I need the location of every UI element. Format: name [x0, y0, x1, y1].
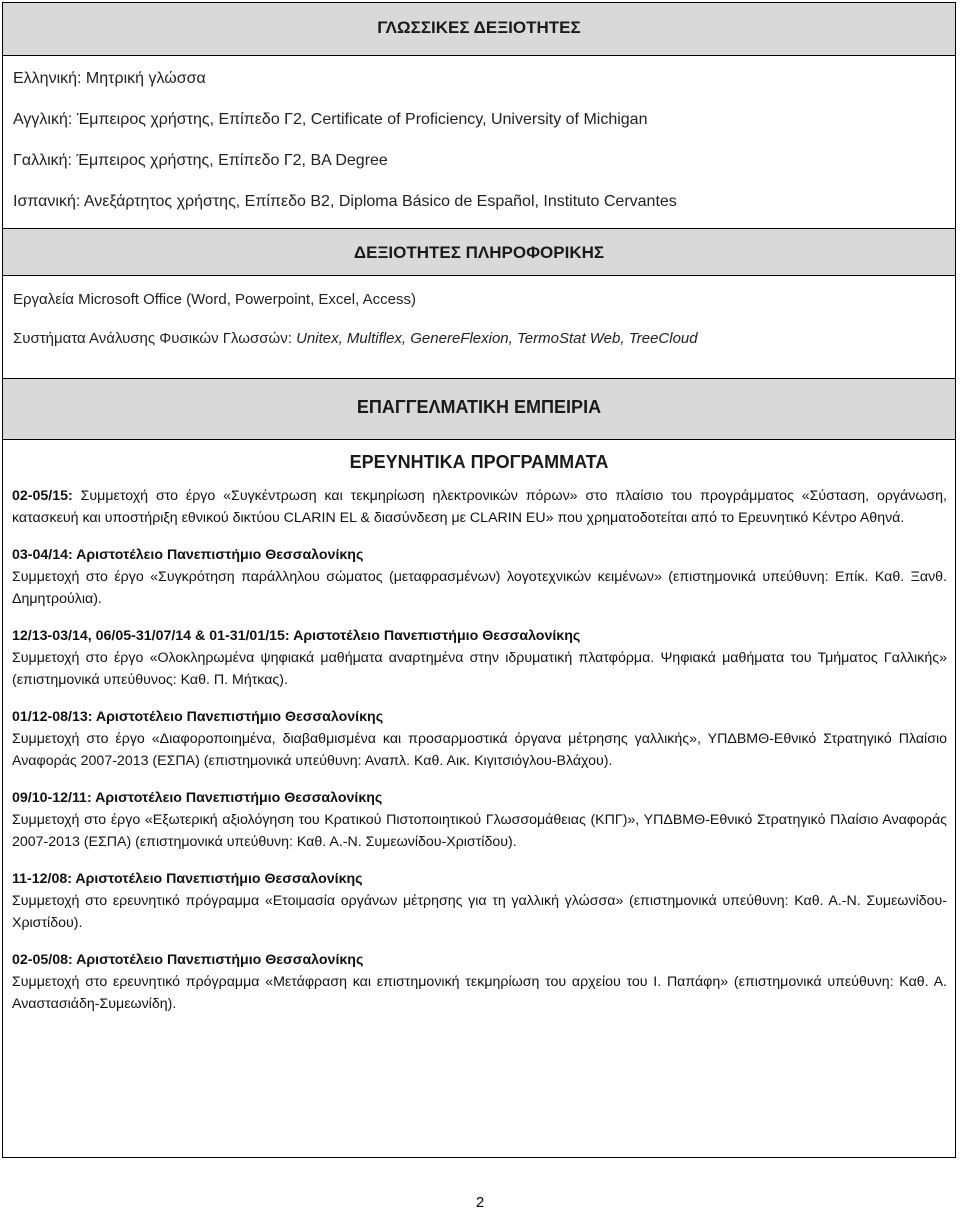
research-entry	[3, 544, 955, 610]
entry-institution: Αριστοτέλειο Πανεπιστήμιο Θεσσαλονίκης	[75, 871, 363, 887]
entry-text: Συμμετοχή στο έργο «Διαφοροποιημένα, διαβαθμισμένα και προσαρμοστικά όργανα μέτρησης γαλλικής», ΥΠΔΒΜΘ-Εθνικό Στρατηγικό Πλαίσιο Αναφοράς 2007-2013 (ΕΣΠΑ) (επιστημονικά υπεύθυνη: Αναπλ. Καθ. Αικ. Κιγιτσιόγλου-Βλάχου).	[12, 731, 947, 769]
entry-institution: Αριστοτέλειο Πανεπιστήμιο Θεσσαλονίκης	[95, 709, 384, 725]
research-entry	[3, 787, 955, 853]
language-item: Ισπανική: Ανεξάρτητος χρήστης, Επίπεδο Β2, Diploma Básico de Español, Instituto Cervantes	[13, 193, 677, 210]
experience-section-title: ΕΠΑΓΓΕΛΜΑΤΙΚΗ ΕΜΠΕΙΡΙΑ	[356, 397, 602, 417]
entry-dates: 02-05/15:	[12, 488, 73, 504]
it-item-analysis	[3, 319, 955, 358]
it-skills-list	[3, 276, 955, 358]
languages-section-header	[3, 3, 955, 56]
it-section-header	[3, 228, 955, 276]
entry-institution: Αριστοτέλειο Πανεπιστήμιο Θεσσαλονίκης	[76, 547, 364, 563]
research-entry	[3, 949, 955, 1015]
research-entry	[3, 868, 955, 934]
research-programs-title: ΕΡΕΥΝΗΤΙΚΑ ΠΡΟΓΡΑΜΜΑΤΑ	[349, 452, 609, 472]
research-entry	[3, 706, 955, 772]
research-entry	[3, 485, 955, 529]
entry-institution: Αριστοτέλειο Πανεπιστήμιο Θεσσαλονίκης	[95, 790, 383, 806]
languages-section-title: ΓΛΩΣΣΙΚΕΣ ΔΕΞΙΟΤΗΤΕΣ	[377, 18, 581, 37]
entry-institution: Αριστοτέλειο Πανεπιστήμιο Θεσσαλονίκης	[293, 628, 581, 644]
it-item-office: Εργαλεία Microsoft Office (Word, Powerpoint, Excel, Access)	[13, 291, 416, 308]
entry-dates: 09/10-12/11:	[12, 790, 92, 806]
language-item: Ελληνική: Μητρική γλώσσα	[13, 70, 206, 87]
entry-institution: Αριστοτέλειο Πανεπιστήμιο Θεσσαλονίκης	[76, 952, 364, 968]
entry-text: Συμμετοχή στο έργο «Ολοκληρωμένα ψηφιακά μαθήματα αναρτημένα στην ιδρυματική πλατφόρμα. Ψηφιακά μαθήματα του Τμήματος Γαλλικής» (επιστημονικά υπεύθυνος: Καθ. Π. Μήτκας).	[12, 650, 947, 688]
entry-text: Συμμετοχή στο ερευνητικό πρόγραμμα «Μετάφραση και επιστημονική τεκμηρίωση του αρχείου του Ι. Παπάφη» (επιστημονικά υπεύθυνη: Καθ. Α. Αναστασιάδη-Συμεωνίδη).	[12, 974, 947, 1012]
entry-dates: 03-04/14:	[12, 547, 73, 563]
experience-section-header	[3, 378, 955, 440]
language-item: Γαλλική: Έμπειρος χρήστης, Επίπεδο Γ2, BA Degree	[13, 152, 388, 169]
entry-dates: 02-05/08:	[12, 952, 73, 968]
entry-dates: 11-12/08:	[12, 871, 72, 887]
page-number: 2	[475, 1194, 485, 1211]
entry-dates: 12/13-03/14, 06/05-31/07/14 & 01-31/01/15:	[12, 628, 290, 644]
it-analysis-tools: Unitex, Multiflex, GenereFlexion, TermoStat Web, TreeCloud	[296, 330, 698, 347]
research-entries	[3, 485, 955, 1015]
entry-text: Συμμετοχή στο έργο «Συγκρότηση παράλληλου σώματος (μεταφρασμένων) λογοτεχνικών κειμένων» (επιστημονικά υπεύθυνη: Επίκ. Καθ. Ξανθ. Δημητρούλια).	[12, 569, 947, 607]
research-entry	[3, 625, 955, 691]
entry-dates: 01/12-08/13:	[12, 709, 93, 725]
it-section-title: ΔΕΞΙΟΤΗΤΕΣ ΠΛΗΡΟΦΟΡΙΚΗΣ	[353, 243, 605, 262]
it-analysis-label: Συστήματα Ανάλυσης Φυσικών Γλωσσών:	[13, 330, 297, 347]
language-item: Αγγλική: Έμπειρος χρήστης, Επίπεδο Γ2, Certificate of Proficiency, University of Michigan	[13, 111, 648, 128]
languages-list	[3, 56, 955, 222]
entry-text: Συμμετοχή στο έργο «Εξωτερική αξιολόγηση του Κρατικού Πιστοποιητικού Γλωσσομάθειας (ΚΠΓ)», ΥΠΔΒΜΘ-Εθνικό Στρατηγικό Πλαίσιο Αναφοράς 2007-2013 (ΕΣΠΑ) (επιστημονικά υπεύθυνη: Καθ. Α.-Ν. Συμεωνίδου-Χριστίδου).	[12, 812, 947, 850]
entry-text: Συμμετοχή στο έργο «Συγκέντρωση και τεκμηρίωση ηλεκτρονικών πόρων» στο πλαίσιο του προγράμματος «Σύσταση, οργάνωση, κατασκευή και υποστήριξη εθνικού δικτύου CLARIN EL & διασύνδεση με CLARIN EU» που χρηματοδοτείται από το Ερευνητικό Κέντρο Αθηνά.	[12, 488, 947, 526]
entry-text: Συμμετοχή στο ερευνητικό πρόγραμμα «Ετοιμασία οργάνων μέτρησης για τη γαλλική γλώσσα» (επιστημονικά υπεύθυνη: Καθ. Α.-Ν. Συμεωνίδου-Χριστίδου).	[12, 893, 947, 931]
document-frame	[2, 2, 956, 1158]
